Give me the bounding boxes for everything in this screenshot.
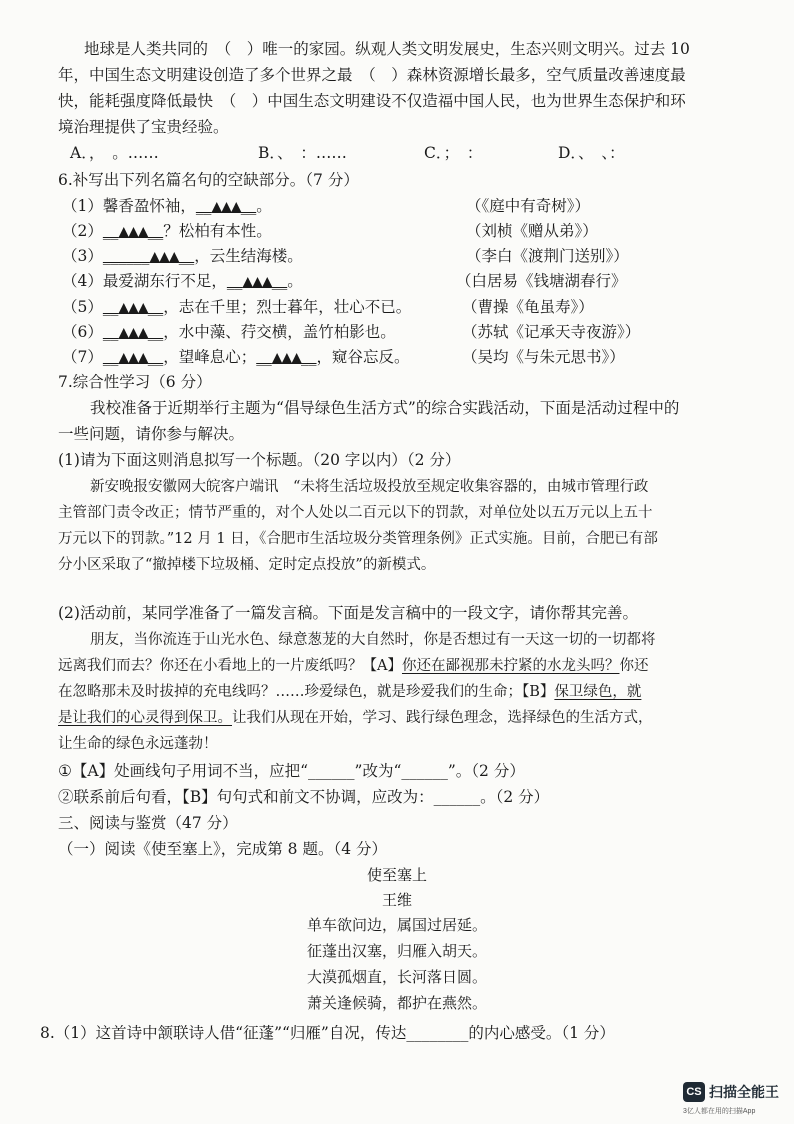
q6-item-5: （5）__▲▲▲__，志在千里；烈士暮年，壮心不已。 [62,298,412,316]
scanner-watermark [683,1080,793,1120]
q6-source-2: （刘桢《赠从弟》） [466,222,598,240]
q6-item-4: （4）最爱湖东行不足，__▲▲▲__。 [62,272,303,290]
section-3-title: 三、阅读与鉴赏（47 分） [58,814,238,832]
q6-source-7: （吴均《与朱元思书》） [462,348,625,366]
poem-line-4: 萧关逢候骑，都护在燕然。 [306,994,487,1012]
q7-intro-2: 一些问题，请你参与解决。 [58,425,245,443]
q7-intro-1: 我校准备于近期举行主题为“倡导绿色生活方式”的综合实践活动，下面是活动过程中的 [90,399,680,417]
section-3-part-1: （一）阅读《使至塞上》，完成第 8 题。（4 分） [58,840,388,858]
intro-line-4: 境治理提供了宝贵经验。 [58,118,229,136]
underlined-sentence-b-part2: 是让我们的心灵得到保卫。 [58,710,232,726]
speech-line-4: 是让我们的心灵得到保卫。让我们从现在开始，学习、践行绿色理念，选择绿色的生活方式， [58,710,653,726]
speech-line-5: 让生命的绿色永远蓬勃！ [58,736,218,752]
q7-sub-2: (2)活动前，某同学准备了一篇发言稿。下面是发言稿中的一段文字，请你帮其完善。 [58,604,638,622]
poem-title: 使至塞上 [366,866,427,884]
option-b: B．、 ：…… [258,144,347,162]
poem-author: 王维 [381,891,412,909]
q6-source-6: （苏轼《记承天寺夜游》） [462,323,641,341]
option-a: A．， 。…… [70,144,159,162]
speech-line-3: 在忽略那未及时拔掉的充电线吗？……珍爱绿色，就是珍爱我们的生命；【B】保卫绿色，就 [58,684,642,700]
poem-line-3: 大漠孤烟直，长河落日圆。 [306,968,487,986]
q7-question-a: ①【A】处画线句子用词不当，应把“______”改为“______”。（2 分） [58,762,525,780]
speech-line-2: 远离我们而去？你还在小看地上的一片废纸吗？【A】你还在鄙视那未拧紧的水龙头吗？你还 [58,658,649,674]
news-line-1: 新安晚报安徽网大皖客户端讯 “未将生活垃圾投放至规定收集容器的，由城市管理行政 [90,479,649,495]
q7-question-b: ②联系前后句看，【B】句句式和前文不协调，应改为：______。（2 分） [58,788,550,806]
news-line-4: 分小区采取了“撤掉楼下垃圾桶、定时定点投放”的新模式。 [58,557,436,573]
q6-source-1: （《庭中有奇树》） [466,197,591,215]
q7-sub-1: (1)请为下面这则消息拟写一个标题。（20 字以内）（2 分） [58,451,461,469]
underlined-sentence-b-part1: 保卫绿色，就 [554,684,642,700]
q6-item-7: （7）__▲▲▲__，望峰息心；__▲▲▲__，窥谷忘反。 [62,348,410,366]
q7-title: 7.综合性学习（6 分） [58,373,212,391]
watermark-subtitle: 3亿人都在用的扫描App [683,1108,756,1115]
q6-item-1: （1）馨香盈怀袖，__▲▲▲__。 [62,197,272,215]
q6-title: 6.补写出下列名篇名句的空缺部分。（7 分） [58,171,359,189]
option-d: D．、 、： [558,144,625,162]
speech-line-1: 朋友，当你流连于山光水色、绿意葱茏的大自然时，你是否想过有一天这一切的一切都将 [90,632,656,648]
q8-question: 8.（1）这首诗中颔联诗人借“征蓬”“归雁”自况，传达________的内心感受。（1 分） [40,1024,615,1042]
q6-item-6: （6）__▲▲▲__，水中藻、荇交横，盖竹柏影也。 [62,323,396,341]
poem-line-1: 单车欲问边，属国过居延。 [306,916,487,934]
q6-source-5: （曹操《龟虽寿》） [462,298,594,316]
q6-source-4: （白居易《钱塘湖春行》 [456,272,627,290]
underlined-sentence-a: 你还在鄙视那未拧紧的水龙头吗？ [401,658,620,674]
q6-item-3: （3）______▲▲▲__，云生结海楼。 [62,247,303,265]
q6-item-2: （2）__▲▲▲__？松柏有本性。 [62,222,272,240]
q6-source-3: （李白《渡荆门送别》） [466,247,629,265]
camscanner-logo-icon: CS [683,1082,705,1102]
intro-line-1: 地球是人类共同的 （ ）唯一的家园。纵观人类文明发展史，生态兴则文明兴。过去 10 [84,40,690,58]
news-line-2: 主管部门责令改正；情节严重的，对个人处以二百元以下的罚款，对单位处以五万元以上五十 [58,505,653,521]
poem-line-2: 征蓬出汉塞，归雁入胡天。 [306,942,487,960]
intro-line-2: 年，中国生态文明建设创造了多个世界之最 （ ）森林资源增长最多，空气质量改善速度最 [58,66,686,84]
option-c: C．； ： [424,144,483,162]
news-line-3: 万元以下的罚款。”12 月 1 日，《合肥市生活垃圾分类管理条例》正式实施。目前，合肥已有部 [58,531,658,547]
watermark-name: 扫描全能王 [709,1084,779,1100]
intro-line-3: 快，能耗强度降低最快 （ ）中国生态文明建设不仅造福中国人民，也为世界生态保护和环 [58,92,686,110]
